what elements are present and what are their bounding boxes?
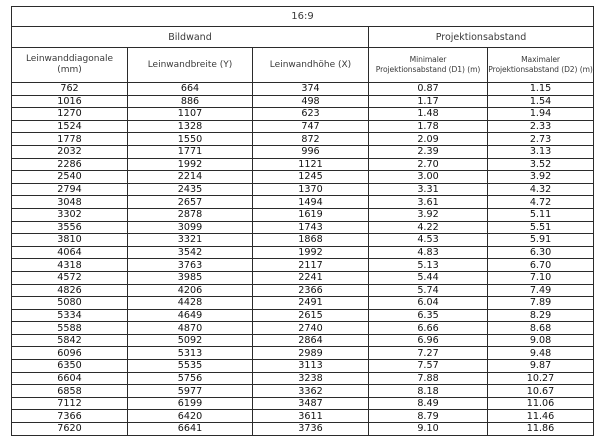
projection-distance-table xyxy=(11,6,594,436)
width-cell: 2435 xyxy=(128,183,253,196)
height-cell: 1121 xyxy=(253,158,369,171)
min-distance-cell: 4.53 xyxy=(369,234,488,247)
max-distance-cell: 10.67 xyxy=(488,385,594,398)
width-cell: 664 xyxy=(128,83,253,96)
diagonal-header-line2: (mm) xyxy=(57,65,82,75)
min-distance-cell: 5.44 xyxy=(369,271,488,284)
table-row xyxy=(12,397,594,410)
min-distance-cell: 8.18 xyxy=(369,385,488,398)
table-row xyxy=(12,322,594,335)
diagonal-cell: 3302 xyxy=(12,208,128,221)
max-header-line2: Projektionsabstand (D2) (m) xyxy=(488,65,593,74)
max-distance-cell: 11.06 xyxy=(488,397,594,410)
width-cell: 1771 xyxy=(128,145,253,158)
width-cell: 1328 xyxy=(128,120,253,133)
height-cell: 2989 xyxy=(253,347,369,360)
width-cell: 1107 xyxy=(128,108,253,121)
max-distance-cell: 7.89 xyxy=(488,297,594,310)
diagonal-cell: 6096 xyxy=(12,347,128,360)
diagonal-cell: 4318 xyxy=(12,259,128,272)
table-row xyxy=(12,309,594,322)
max-distance-cell: 3.92 xyxy=(488,171,594,184)
diagonal-header-line1: Leinwanddiagonale xyxy=(25,54,114,64)
diagonal-cell: 6350 xyxy=(12,360,128,373)
width-cell: 3763 xyxy=(128,259,253,272)
width-cell: 3542 xyxy=(128,246,253,259)
max-header-line1: Maximaler xyxy=(521,55,560,64)
width-cell: 1550 xyxy=(128,133,253,146)
max-distance-cell: 6.30 xyxy=(488,246,594,259)
min-distance-cell: 1.48 xyxy=(369,108,488,121)
screen-group-header: Bildwand xyxy=(12,27,369,48)
height-cell: 2615 xyxy=(253,309,369,322)
max-distance-cell: 3.52 xyxy=(488,158,594,171)
diagonal-cell: 6858 xyxy=(12,385,128,398)
height-cell: 1245 xyxy=(253,171,369,184)
diagonal-cell: 7620 xyxy=(12,423,128,436)
group-header-row xyxy=(12,27,594,48)
height-cell: 3736 xyxy=(253,423,369,436)
height-cell: 1992 xyxy=(253,246,369,259)
min-distance-cell: 8.79 xyxy=(369,410,488,423)
aspect-ratio-title: 16:9 xyxy=(12,7,594,27)
diagonal-cell: 2032 xyxy=(12,145,128,158)
height-cell: 3113 xyxy=(253,360,369,373)
min-distance-cell: 6.96 xyxy=(369,334,488,347)
diagonal-cell: 3048 xyxy=(12,196,128,209)
min-distance-cell: 3.31 xyxy=(369,183,488,196)
max-distance-cell: 9.48 xyxy=(488,347,594,360)
width-cell: 3099 xyxy=(128,221,253,234)
max-distance-cell: 2.73 xyxy=(488,133,594,146)
table-row xyxy=(12,410,594,423)
min-distance-cell: 0.87 xyxy=(369,83,488,96)
width-cell: 6641 xyxy=(128,423,253,436)
max-distance-cell: 1.15 xyxy=(488,83,594,96)
height-cell: 623 xyxy=(253,108,369,121)
height-cell: 2366 xyxy=(253,284,369,297)
table-row xyxy=(12,158,594,171)
min-distance-cell: 3.92 xyxy=(369,208,488,221)
height-column-header: Leinwandhöhe (X) xyxy=(253,48,369,83)
diagonal-cell: 7112 xyxy=(12,397,128,410)
min-distance-cell: 5.13 xyxy=(369,259,488,272)
width-cell: 5535 xyxy=(128,360,253,373)
max-distance-cell: 9.08 xyxy=(488,334,594,347)
diagonal-cell: 762 xyxy=(12,83,128,96)
height-cell: 2117 xyxy=(253,259,369,272)
min-distance-cell: 1.78 xyxy=(369,120,488,133)
column-header-row xyxy=(12,48,594,83)
min-distance-cell: 1.17 xyxy=(369,95,488,108)
table-row xyxy=(12,196,594,209)
diagonal-cell: 2540 xyxy=(12,171,128,184)
min-header-line1: Minimaler xyxy=(409,55,447,64)
diagonal-cell: 4064 xyxy=(12,246,128,259)
diagonal-cell: 2794 xyxy=(12,183,128,196)
width-cell: 1992 xyxy=(128,158,253,171)
projection-distance-table-wrapper xyxy=(11,6,593,436)
max-distance-cell: 5.11 xyxy=(488,208,594,221)
diagonal-cell: 3810 xyxy=(12,234,128,247)
diagonal-cell: 6604 xyxy=(12,372,128,385)
width-cell: 5313 xyxy=(128,347,253,360)
table-row xyxy=(12,297,594,310)
table-row xyxy=(12,208,594,221)
max-distance-cell: 5.51 xyxy=(488,221,594,234)
max-distance-cell: 8.29 xyxy=(488,309,594,322)
diagonal-cell: 2286 xyxy=(12,158,128,171)
table-row xyxy=(12,183,594,196)
max-distance-cell: 1.94 xyxy=(488,108,594,121)
width-cell: 4649 xyxy=(128,309,253,322)
min-distance-column-header xyxy=(369,48,488,83)
table-row xyxy=(12,171,594,184)
min-distance-cell: 2.39 xyxy=(369,145,488,158)
max-distance-cell: 5.91 xyxy=(488,234,594,247)
max-distance-cell: 6.70 xyxy=(488,259,594,272)
width-cell: 6199 xyxy=(128,397,253,410)
min-distance-cell: 7.27 xyxy=(369,347,488,360)
width-cell: 4428 xyxy=(128,297,253,310)
table-row xyxy=(12,347,594,360)
table-row xyxy=(12,145,594,158)
min-distance-cell: 9.10 xyxy=(369,423,488,436)
diagonal-cell: 1524 xyxy=(12,120,128,133)
max-distance-cell: 2.33 xyxy=(488,120,594,133)
min-distance-cell: 4.22 xyxy=(369,221,488,234)
diagonal-column-header xyxy=(12,48,128,83)
table-row xyxy=(12,234,594,247)
height-cell: 2241 xyxy=(253,271,369,284)
min-header-line2: Projektionsabstand (D1) (m) xyxy=(375,65,481,74)
projection-group-header: Projektionsabstand xyxy=(369,27,594,48)
diagonal-cell: 5842 xyxy=(12,334,128,347)
table-row xyxy=(12,133,594,146)
height-cell: 1494 xyxy=(253,196,369,209)
table-row xyxy=(12,120,594,133)
table-row xyxy=(12,385,594,398)
table-row xyxy=(12,423,594,436)
table-title-row xyxy=(12,7,594,27)
height-cell: 747 xyxy=(253,120,369,133)
table-row xyxy=(12,108,594,121)
table-row xyxy=(12,95,594,108)
width-cell: 4870 xyxy=(128,322,253,335)
height-cell: 1868 xyxy=(253,234,369,247)
min-distance-cell: 2.70 xyxy=(369,158,488,171)
height-cell: 3487 xyxy=(253,397,369,410)
height-cell: 374 xyxy=(253,83,369,96)
width-cell: 2878 xyxy=(128,208,253,221)
table-row xyxy=(12,360,594,373)
min-distance-cell: 4.83 xyxy=(369,246,488,259)
height-cell: 3362 xyxy=(253,385,369,398)
min-distance-cell: 3.00 xyxy=(369,171,488,184)
width-cell: 3985 xyxy=(128,271,253,284)
min-distance-cell: 7.57 xyxy=(369,360,488,373)
height-cell: 996 xyxy=(253,145,369,158)
min-distance-cell: 6.35 xyxy=(369,309,488,322)
width-cell: 4206 xyxy=(128,284,253,297)
height-cell: 1370 xyxy=(253,183,369,196)
height-cell: 2740 xyxy=(253,322,369,335)
table-row xyxy=(12,259,594,272)
max-distance-column-header xyxy=(488,48,594,83)
height-cell: 2491 xyxy=(253,297,369,310)
height-cell: 872 xyxy=(253,133,369,146)
diagonal-cell: 7366 xyxy=(12,410,128,423)
min-distance-cell: 2.09 xyxy=(369,133,488,146)
width-cell: 6420 xyxy=(128,410,253,423)
diagonal-cell: 1016 xyxy=(12,95,128,108)
width-cell: 5092 xyxy=(128,334,253,347)
min-distance-cell: 5.74 xyxy=(369,284,488,297)
table-row xyxy=(12,271,594,284)
max-distance-cell: 10.27 xyxy=(488,372,594,385)
max-distance-cell: 8.68 xyxy=(488,322,594,335)
height-cell: 498 xyxy=(253,95,369,108)
max-distance-cell: 11.86 xyxy=(488,423,594,436)
diagonal-cell: 3556 xyxy=(12,221,128,234)
max-distance-cell: 1.54 xyxy=(488,95,594,108)
width-cell: 2214 xyxy=(128,171,253,184)
diagonal-cell: 1778 xyxy=(12,133,128,146)
diagonal-cell: 4826 xyxy=(12,284,128,297)
width-cell: 2657 xyxy=(128,196,253,209)
height-cell: 3238 xyxy=(253,372,369,385)
table-row xyxy=(12,284,594,297)
width-cell: 5756 xyxy=(128,372,253,385)
width-column-header: Leinwandbreite (Y) xyxy=(128,48,253,83)
table-row xyxy=(12,83,594,96)
min-distance-cell: 7.88 xyxy=(369,372,488,385)
table-row xyxy=(12,221,594,234)
table-row xyxy=(12,246,594,259)
diagonal-cell: 5334 xyxy=(12,309,128,322)
max-distance-cell: 3.13 xyxy=(488,145,594,158)
height-cell: 3611 xyxy=(253,410,369,423)
min-distance-cell: 6.04 xyxy=(369,297,488,310)
max-distance-cell: 7.10 xyxy=(488,271,594,284)
diagonal-cell: 4572 xyxy=(12,271,128,284)
table-body xyxy=(12,83,594,436)
diagonal-cell: 5588 xyxy=(12,322,128,335)
max-distance-cell: 4.32 xyxy=(488,183,594,196)
width-cell: 886 xyxy=(128,95,253,108)
min-distance-cell: 3.61 xyxy=(369,196,488,209)
diagonal-cell: 5080 xyxy=(12,297,128,310)
min-distance-cell: 6.66 xyxy=(369,322,488,335)
max-distance-cell: 7.49 xyxy=(488,284,594,297)
diagonal-cell: 1270 xyxy=(12,108,128,121)
max-distance-cell: 4.72 xyxy=(488,196,594,209)
height-cell: 1619 xyxy=(253,208,369,221)
table-row xyxy=(12,334,594,347)
width-cell: 5977 xyxy=(128,385,253,398)
height-cell: 1743 xyxy=(253,221,369,234)
width-cell: 3321 xyxy=(128,234,253,247)
max-distance-cell: 9.87 xyxy=(488,360,594,373)
min-distance-cell: 8.49 xyxy=(369,397,488,410)
max-distance-cell: 11.46 xyxy=(488,410,594,423)
table-row xyxy=(12,372,594,385)
height-cell: 2864 xyxy=(253,334,369,347)
